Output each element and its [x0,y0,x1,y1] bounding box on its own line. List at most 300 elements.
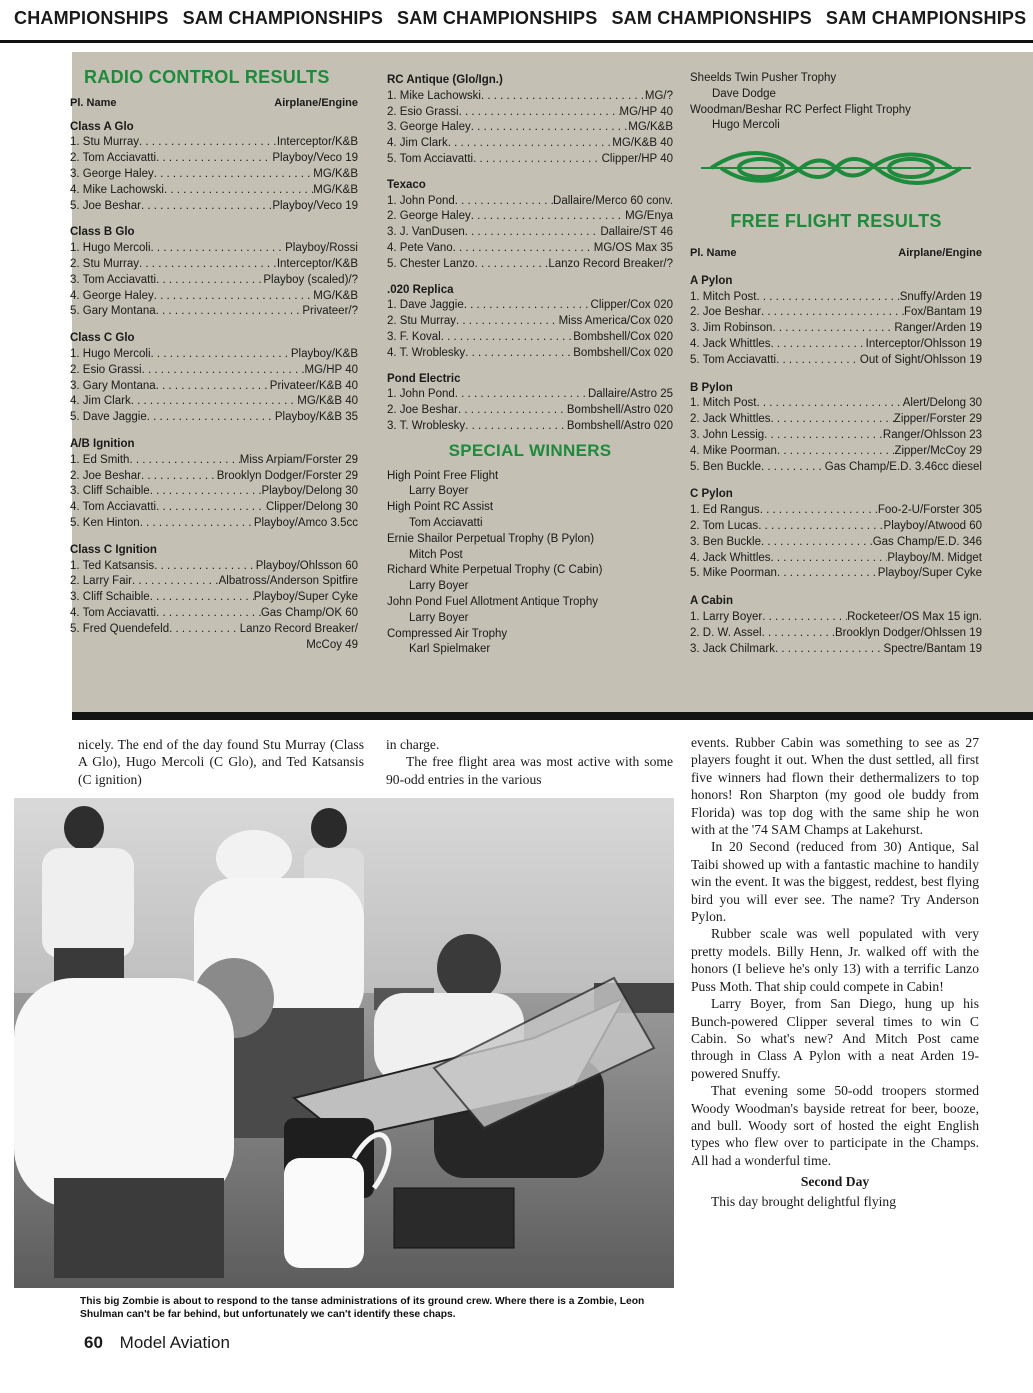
airplane-engine: Interceptor/Ohlsson 19 [865,337,982,350]
rc-result-row [70,151,358,167]
rc2-result-row [387,346,673,362]
placing-name: 2. Esio Grassi [387,105,459,118]
ff-result-row [690,321,982,337]
article-col3-p3: Rubber scale was well populated with very pretty models. Billy Henn, Jr. walked off with the honors (I believe he's only 13) with a terrific Lanzo Puss Moth. That ship could compete in Cabin! [691,926,979,994]
leader-dots [771,412,894,428]
special-award [387,595,673,627]
rc-result-row [70,559,358,575]
leader-dots [465,225,601,241]
leader-dots [453,241,594,257]
article-col1-text: nicely. The end of the day found Stu Murray (Class A Glo), Hugo Mercoli (C Glo), and Ted Katsansis (C ignition) [78,737,364,787]
airplane-engine: Albatross/Anderson Spitfire [218,575,358,588]
placing-name: 5. Ken Hinton [70,516,140,529]
rc-result-row [70,199,358,215]
ff-table-header [690,246,982,262]
leader-dots [465,419,567,435]
leader-dots [150,484,262,500]
award-name: Ernie Shailor Perpetual Trophy (B Pylon) [387,532,595,545]
airplane-engine: Playboy/Veco 19 [272,199,358,212]
leader-dots [764,428,883,444]
rc-class-heading: Class C Ignition [70,543,157,556]
placing-name: 2. Joe Beshar [690,306,761,319]
ff-class-heading: A Cabin [690,595,734,608]
placing-name: 4. Mike Lachowski [70,183,164,196]
leader-dots [169,622,240,638]
leader-dots [761,305,904,321]
airplane-engine: Miss Arpiam/Forster 29 [239,453,358,466]
rc-result-row [70,394,358,410]
leader-dots [164,183,313,199]
leader-dots [775,642,884,658]
placing-name: 1. John Pond [387,388,455,401]
ff-result-row [690,428,982,444]
rc-result-row [70,304,358,320]
ff-result-row [690,396,982,412]
special-award [387,469,673,501]
article-col-3 [691,734,979,1210]
rc-result-row [70,363,358,379]
airplane-engine: Dallaire/Merco 60 conv. [553,194,673,207]
leader-dots [154,559,256,575]
ff-result-row [690,626,982,642]
award-name: Sheelds Twin Pusher Trophy [690,72,837,84]
ff-class-list [690,274,982,658]
ornament-icon [690,134,982,210]
rc-table-header [70,96,358,112]
rc2-result-row [387,314,673,330]
placing-name: 4. Mike Poorman [690,444,777,457]
placing-name: 2. Stu Murray [387,315,457,328]
award-name: Compressed Air Trophy [387,627,508,640]
airplane-engine: Clipper/Delong 30 [265,501,358,514]
airplane-engine: Brooklyn Dodger/Ohlssen 19 [834,626,982,639]
leader-dots [777,566,878,582]
rc-result-row [70,273,358,289]
placing-name: 2. Esio Grassi [70,363,142,376]
placing-name: 5. Mike Poorman [690,567,777,580]
leader-dots [771,337,866,353]
leader-dots [471,120,629,136]
leader-dots [459,105,620,121]
placing-name: 4. T. Wroblesky [387,346,466,359]
rc-result-row [70,622,358,638]
leader-dots [471,209,625,225]
ff-class-heading: C Pylon [690,488,733,501]
airplane-engine: MG/K&B [313,167,358,180]
airplane-engine: Dallaire/ST 46 [600,226,673,239]
leader-dots [142,363,305,379]
placing-name: 1. Mitch Post [690,397,757,410]
ff-col-place: Pl. Name [690,246,737,259]
leader-dots [147,410,275,426]
ff-col-airplane: Airplane/Engine [898,246,982,259]
placing-name: 1. John Pond [387,194,455,207]
placing-name: 2. Joe Beshar [70,469,141,482]
placing-name: 4. Tom Acciavatti [70,501,157,514]
leader-dots [141,469,217,485]
ff-result-row [690,535,982,551]
rc-class-heading: Class B Glo [70,226,135,239]
leader-dots [132,574,219,590]
placing-name: 5. Dave Jaggie [70,411,147,424]
placing-name: 4. George Haley [70,289,154,302]
rc-result-row [70,347,358,363]
rc2-class-list [387,73,673,435]
ff-result-row [690,503,982,519]
placing-name: 4. Jack Whittles [690,551,771,564]
award-winner: Tom Acciavatti [409,516,483,529]
airplane-engine: Out of Sight/Ohlsson 19 [859,353,982,366]
rc-result-row [70,590,358,606]
banner-word: SAM CHAMPIONSHIPS [611,8,812,28]
rc2-result-row [387,241,673,257]
ff-result-row [690,610,982,626]
placing-name: 1. Larry Boyer [690,610,763,623]
article-col3-p2: In 20 Second (reduced from 30) Antique, Sal Taibi showed up with a fantastic machine to handily win the event. It was the biggest, reddest, best flying bird you will ever see. The name? Try Anderson Pylon. [691,839,979,925]
page-footer [84,1333,230,1353]
airplane-engine: Playboy/Rossi [285,242,358,255]
placing-name: 2. Jack Whittles [690,413,771,426]
placing-name: 1. Ed Rangus [690,504,760,517]
ff-result-row [690,551,982,567]
rc2-result-row [387,152,673,168]
airplane-engine: Bombshell/Cox 020 [573,330,673,343]
leader-dots [458,403,567,419]
leader-dots [762,626,835,642]
leader-dots [758,519,883,535]
airplane-engine: Gas Champ/E.D. 3.46cc diesel [824,460,982,473]
leader-dots [140,516,254,532]
placing-name: 3. Jack Chilmark [690,642,775,655]
placing-name: 1. Ed Smith [70,453,130,466]
leader-dots [756,396,902,412]
airplane-engine: Interceptor/K&B [276,257,358,270]
rc2-class-heading: Texaco [387,178,426,191]
placing-name: 3. Jim Robinson [690,322,773,335]
airplane-engine: MG/Enya [625,210,673,223]
airplane-engine: MG/? [644,89,673,102]
leader-dots [156,304,303,320]
banner-word: SAM CHAMPIONSHIPS [182,8,384,28]
placing-name: 3. F. Koval [387,330,441,343]
airplane-engine: Playboy/K&B [290,347,358,360]
leader-dots [756,290,899,306]
leader-dots [455,387,588,403]
placing-name: 3. Gary Montana [70,379,156,392]
rc-class-heading: A/B Ignition [70,437,135,450]
special-award [387,627,673,659]
placing-name: 3. J. VanDusen [387,226,465,239]
airplane-engine: Lanzo Record Breaker/? [548,257,673,270]
placing-name: 1. Mike Lachowski [387,89,481,102]
airplane-engine: Miss America/Cox 020 [558,315,673,328]
leader-dots [481,89,645,105]
ff-class-heading: A Pylon [690,274,733,287]
rc-result-row [70,135,358,151]
award-name: High Point Free Flight [387,469,499,482]
airplane-engine: MG/HP 40 [619,105,673,118]
placing-name: 3. Cliff Schaible [70,591,150,604]
award-name: Woodman/Beshar RC Perfect Flight Trophy [690,103,911,116]
ff-result-row [690,460,982,476]
airplane-engine: Interceptor/K&B [276,136,358,149]
airplane-engine: Ranger/Arden 19 [894,322,982,335]
article-col3-p5: That evening some 50-odd troopers stormed Woody Woodman's bayside retreat for beer, booze, and bull. Woody sort of hosted the eight English types who flew over to participate in the Champs. All had a wonderful time. [691,1083,979,1168]
ff-result-row [690,444,982,460]
airplane-engine: Alert/Delong 30 [902,397,982,410]
ff-result-row [690,337,982,353]
leader-dots [761,535,873,551]
article-col3-p6: This day brought delightful flying [711,1193,897,1209]
leader-dots [771,551,888,567]
placing-name: 2. Tom Acciavatti [70,152,157,165]
rc2-result-row [387,387,673,403]
airplane-engine: Bombshell/Astro 020 [566,419,673,432]
airplane-engine: Lanzo Record Breaker/ [239,622,358,635]
leader-dots [129,453,239,469]
leader-dots [131,394,298,410]
award-winner: Karl Spielmaker [409,643,491,656]
results-divider [72,712,1033,720]
rc2-result-row [387,209,673,225]
leader-dots [150,590,254,606]
airplane-engine: Zipper/McCoy 29 [894,444,982,457]
rc2-result-row [387,403,673,419]
leader-dots [151,347,291,363]
rc2-result-row [387,136,673,152]
top-award [690,103,982,135]
placing-name: 1. Hugo Mercoli [70,242,151,255]
award-winner: Hugo Mercoli [712,119,780,132]
photo-zombie-model [14,798,674,1288]
top-awards-list [690,71,982,134]
airplane-engine: Zipper/Forster 29 [893,413,982,426]
placing-name: 3. George Haley [70,167,154,180]
placing-name: 5. Ben Buckle [690,460,761,473]
leader-dots [154,167,314,183]
leader-dots [151,241,286,257]
leader-dots [156,500,266,516]
leader-dots [141,199,272,215]
airplane-engine: MG/K&B [628,121,673,134]
rc2-result-row [387,298,673,314]
award-name: John Pond Fuel Allotment Antique Trophy [387,595,598,608]
header-banner [0,0,1033,43]
rc-result-row [70,167,358,183]
magazine-name: Model Aviation [119,1333,230,1352]
special-title: SPECIAL WINNERS [448,440,612,460]
rc-title: RADIO CONTROL RESULTS [84,67,330,87]
article-subhead: Second Day [800,1174,870,1190]
leader-dots [776,353,860,369]
award-winner: Dave Dodge [712,87,776,100]
top-award [690,71,982,103]
leader-dots [139,257,277,273]
placing-name: 1. Ted Katsansis [70,559,155,572]
rc2-result-row [387,419,673,435]
article-col-2 [386,736,673,788]
placing-name: 3. Ben Buckle [690,535,761,548]
special-award [387,500,673,532]
rc2-result-row [387,120,673,136]
rc2-class-heading: .020 Replica [387,283,454,296]
article-col3-p1: events. Rubber Cabin was something to see as 27 players fought it out. When the dust settled, all first five winners had flown their dethermalizers to top honors! Ron Sharpton (my good ole buddy from Florida) was top dog with the same ship he won with at the '74 SAM Champs at Lakehurst. [691,735,979,838]
placing-name: 4. Jack Whittles [690,337,771,350]
rc-result-row [70,289,358,305]
airplane-engine: MG/OS Max 35 [593,241,673,254]
placing-name: 3. T. Wroblesky [387,419,466,432]
leader-dots [465,346,573,362]
leader-dots [156,151,272,167]
leader-dots [441,330,574,346]
placing-name: 3. John Lessig [690,428,765,441]
placing-name: 5. Tom Acciavatti [387,152,474,165]
airplane-engine: Spectre/Bantam 19 [883,642,982,655]
leader-dots [156,273,263,289]
placing-name: 4. Jim Clark [70,395,131,408]
article-col2-p2: The free flight area was most active with some 90-odd entries in the various [386,754,673,787]
leader-dots [448,136,613,152]
rc2-result-row [387,105,673,121]
rc-result-row [70,516,358,532]
rc-result-row [70,574,358,590]
leader-dots [760,503,878,519]
rc-class-heading: Class A Glo [70,120,134,133]
airplane-engine: Playboy/Super Cyke [877,567,982,580]
leader-dots [139,135,277,151]
rc-class-list [70,120,358,654]
banner-word: SAM CHAMPIONSHIPS [825,8,1027,28]
rc-result-row [70,183,358,199]
ff-result-row [690,353,982,369]
banner-word: SAM CHAMPIONSHIPS [397,8,598,28]
airplane-engine: Playboy/M. Midget [887,551,982,564]
rc2-result-row [387,225,673,241]
leader-dots [156,379,270,395]
airplane-engine: Gas Champ/OK 60 [260,606,358,619]
airplane-engine: Fox/Bantam 19 [904,306,982,319]
award-winner: Mitch Post [409,548,463,561]
placing-name: 4. Tom Acciavatti [70,606,157,619]
rc-result-row [70,484,358,500]
banner-word: CHAMPIONSHIPS [14,8,169,28]
placing-name: 3. George Haley [387,121,471,134]
placing-name: 5. Chester Lanzo [387,257,475,270]
airplane-engine: Playboy/Atwood 60 [883,519,982,532]
airplane-engine: Playboy (scaled)/? [263,273,358,286]
special-winners-list [387,469,673,659]
page-number: 60 [84,1333,103,1352]
airplane-engine: Playboy/K&B 35 [274,411,358,424]
airplane-engine: Playboy/Super Cyke [253,591,358,604]
placing-name: 2. George Haley [387,210,471,223]
airplane-engine: Privateer/? [302,305,358,318]
placing-name: 1. Hugo Mercoli [70,347,151,360]
placing-name: 1. Stu Murray [70,136,140,149]
rc-col-airplane: Airplane/Engine [274,96,358,109]
leader-dots [761,460,825,476]
ff-result-row [690,412,982,428]
placing-name: 2. Tom Lucas [690,519,759,532]
rc-class-heading: Class C Glo [70,332,135,345]
award-name: High Point RC Assist [387,501,494,514]
rc-result-row [70,241,358,257]
rc-result-row [70,500,358,516]
airplane-engine: Playboy/Amco 3.5cc [253,516,358,529]
placing-name: 3. Cliff Schaible [70,485,150,498]
photo-caption: This big Zombie is about to respond to the tanse administrations of its ground crew. Where there is a Zombie, Leon Shulman can't be far behind, but unfortunately we can't identify these chaps. [80,1296,645,1320]
ff-result-row [690,566,982,582]
leader-dots [777,444,895,460]
placing-name: 5. Fred Quendefeld [70,622,170,635]
placing-name: 2. D. W. Assel [690,626,762,639]
placing-name: 1. Dave Jaggie [387,299,464,312]
rc2-result-row [387,330,673,346]
rc2-result-row [387,89,673,105]
rc-result-row [70,379,358,395]
airplane-engine: Snuffy/Arden 19 [899,290,982,303]
special-award [387,532,673,564]
airplane-engine: Gas Champ/E.D. 346 [872,535,982,548]
airplane-engine: Bombshell/Astro 020 [566,404,673,417]
article-col2-p1: in charge. [386,737,440,752]
airplane-engine: Privateer/K&B 40 [269,379,358,392]
leader-dots [772,321,894,337]
airplane-engine: MG/K&B 40 [612,137,673,150]
airplane-engine: Bombshell/Cox 020 [573,346,673,359]
airplane-engine: Clipper/Cox 020 [590,299,673,312]
airplane-engine: Clipper/HP 40 [601,152,673,165]
ff-result-row [690,519,982,535]
award-winner: Larry Boyer [409,611,469,624]
rc-result-row [70,453,358,469]
airplane-engine: MG/K&B [313,289,358,302]
rc-continuation: McCoy 49 [306,638,358,651]
placing-name: 2. Larry Fair [70,575,132,588]
airplane-engine: Playboy/Delong 30 [261,485,358,498]
airplane-engine: Playboy/Veco 19 [272,152,358,165]
placing-name: 4. Pete Vano [387,241,453,254]
ff-result-row [690,290,982,306]
placing-name: 4. Jim Clark [387,137,448,150]
rc-result-row [70,469,358,485]
leader-dots [473,152,602,168]
airplane-engine: Rocketeer/OS Max 15 ign. [847,610,982,623]
airplane-engine: MG/K&B [313,183,358,196]
special-award [387,563,673,595]
airplane-engine: Playboy/Ohlsson 60 [255,559,358,572]
ff-result-row [690,305,982,321]
airplane-engine: Brooklyn Dodger/Forster 29 [216,469,358,482]
award-winner: Larry Boyer [409,580,469,593]
placing-name: 2. Stu Murray [70,257,140,270]
airplane-engine: Dallaire/Astro 25 [587,388,673,401]
rc-results-column [70,67,358,653]
placing-name: 2. Joe Beshar [387,404,458,417]
airplane-engine: MG/HP 40 [304,363,358,376]
leader-dots [475,257,549,273]
leader-dots [154,289,314,305]
ff-class-heading: B Pylon [690,381,733,394]
leader-dots [156,606,261,622]
rc-result-row [70,410,358,426]
airplane-engine: Foo-2-U/Forster 305 [877,504,982,517]
rc2-class-heading: Pond Electric [387,372,461,385]
rc-result-row [70,606,358,622]
article-col-1 [78,736,364,788]
placing-name: 1. Mitch Post [690,290,757,303]
rc-result-row [70,257,358,273]
